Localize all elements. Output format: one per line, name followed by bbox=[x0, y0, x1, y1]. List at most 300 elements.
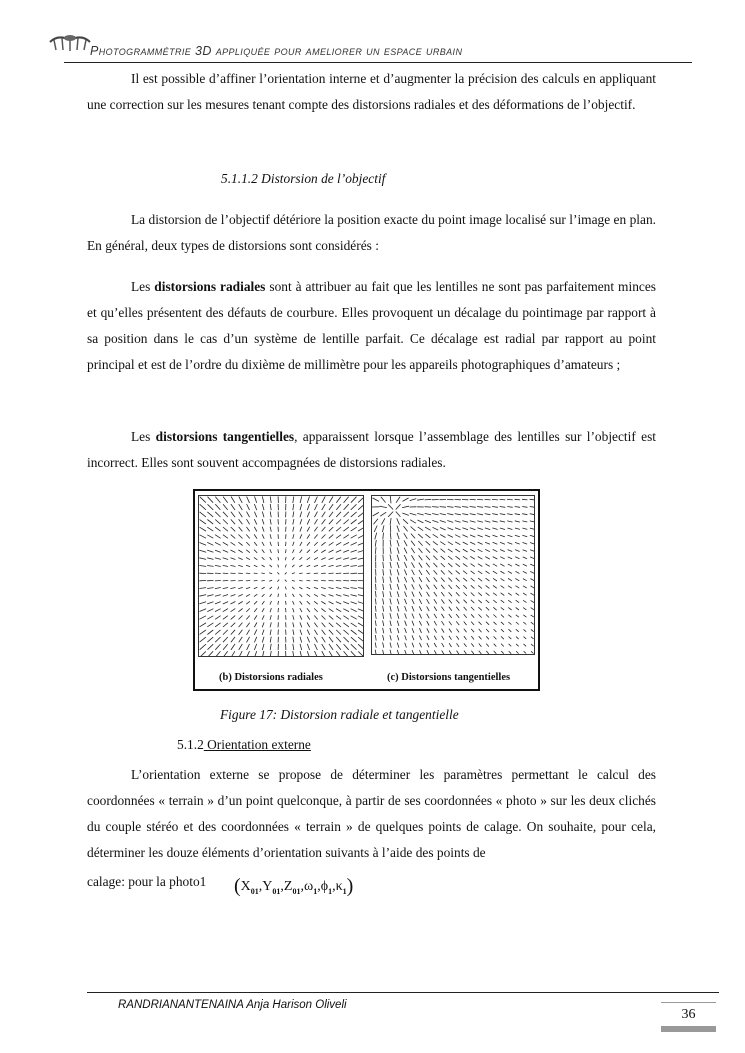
distortion-vector bbox=[246, 587, 250, 588]
formula-phi-sub: 1 bbox=[328, 886, 333, 896]
distortion-vector bbox=[254, 550, 257, 553]
distortion-vector bbox=[507, 499, 513, 500]
distortion-vector bbox=[215, 637, 220, 642]
distortion-vector bbox=[390, 650, 391, 655]
distortion-vector bbox=[215, 512, 220, 517]
distortion-vector bbox=[270, 630, 271, 635]
distortion-vector bbox=[199, 595, 206, 597]
distortion-vector bbox=[405, 628, 407, 633]
distortion-vector bbox=[351, 558, 357, 560]
distortion-vector bbox=[231, 651, 235, 657]
distortion-vector bbox=[215, 630, 220, 635]
distortion-vector bbox=[246, 535, 250, 539]
distortion-vector bbox=[440, 507, 446, 508]
distortion-vector bbox=[493, 571, 497, 574]
distortion-vector bbox=[441, 585, 444, 589]
distortion-vector bbox=[442, 636, 444, 640]
distortion-vector bbox=[432, 520, 438, 522]
distortion-vector bbox=[508, 535, 513, 537]
distortion-vector bbox=[215, 535, 221, 539]
distortion-vector bbox=[455, 507, 461, 508]
distortion-vector bbox=[300, 512, 302, 518]
distortion-vector bbox=[383, 628, 384, 634]
distortion-vector bbox=[515, 514, 520, 515]
distortion-vector bbox=[293, 622, 294, 627]
distortion-vector bbox=[530, 564, 534, 566]
distortion-vector bbox=[315, 497, 318, 503]
distortion-vector bbox=[383, 635, 384, 640]
radial-vector-field bbox=[199, 496, 364, 657]
radial-text: sont à attribuer au fait que les lentilles ne sont pas parfaitement minces et qu’elles présentent des défauts de courbure. Elles provoquent un décalage du pointimage par rapport à sa position dans le cas d’un système de lentille parfait. Ce décalage est radial par rapport au point principal et est de l’ordre du dixième de millimètre pour les appareils photographiques d’amateurs ; bbox=[87, 279, 656, 372]
distortion-vector bbox=[500, 571, 504, 574]
distortion-vector bbox=[397, 555, 399, 561]
distortion-vector bbox=[351, 637, 357, 642]
distortion-vector bbox=[238, 550, 242, 553]
distortion-vector bbox=[405, 592, 407, 597]
distortion-vector bbox=[336, 519, 341, 524]
distortion-vector bbox=[397, 643, 399, 648]
distortion-vector bbox=[254, 615, 257, 619]
distortion-vector bbox=[239, 512, 243, 517]
distortion-vector bbox=[329, 616, 334, 620]
distortion-vector bbox=[299, 565, 302, 567]
distortion-vector bbox=[492, 514, 498, 515]
distortion-vector bbox=[374, 519, 379, 525]
distortion-vector bbox=[486, 607, 489, 610]
distortion-vector bbox=[531, 651, 534, 653]
distortion-vector bbox=[246, 594, 250, 596]
distortion-vector bbox=[199, 602, 206, 604]
distortion-vector bbox=[300, 622, 302, 627]
distortion-vector bbox=[293, 504, 294, 510]
distortion-vector bbox=[530, 521, 535, 522]
distortion-vector bbox=[278, 549, 279, 553]
distortion-vector bbox=[463, 535, 468, 537]
distortion-vector bbox=[270, 519, 271, 524]
distortion-vector bbox=[200, 651, 206, 657]
distortion-vector bbox=[292, 573, 295, 574]
distortion-vector bbox=[397, 628, 399, 633]
distortion-vector bbox=[277, 580, 279, 582]
distortion-vector bbox=[270, 527, 271, 532]
distortion-vector bbox=[486, 622, 489, 625]
tangential-panel-label: (c) Distorsions tangentielles bbox=[387, 672, 511, 683]
distortion-vector bbox=[523, 622, 526, 624]
distortion-vector bbox=[449, 629, 452, 633]
distortion-vector bbox=[375, 620, 376, 626]
distortion-vector bbox=[447, 507, 453, 508]
distortion-vector bbox=[293, 630, 294, 635]
distortion-vector bbox=[522, 535, 527, 537]
distortion-vector bbox=[449, 600, 452, 604]
distortion-vector bbox=[375, 540, 376, 547]
distortion-vector bbox=[322, 497, 325, 503]
distortion-vector bbox=[314, 587, 318, 588]
distortion-vector bbox=[262, 512, 264, 518]
distortion-vector bbox=[462, 507, 468, 508]
distortion-vector bbox=[419, 584, 422, 589]
distortion-vector bbox=[329, 595, 334, 597]
distortion-vector bbox=[412, 614, 414, 619]
distortion-vector bbox=[307, 594, 310, 596]
distortion-vector bbox=[501, 578, 505, 581]
distortion-vector bbox=[375, 598, 376, 604]
distortion-vector bbox=[270, 565, 272, 567]
distortion-vector bbox=[278, 565, 279, 568]
distortion-vector bbox=[477, 507, 483, 508]
distortion-vector bbox=[314, 601, 318, 604]
distortion-vector bbox=[314, 608, 318, 612]
distortion-vector bbox=[478, 571, 482, 574]
distortion-vector bbox=[440, 535, 445, 538]
distortion-vector bbox=[516, 644, 519, 646]
distortion-vector bbox=[522, 499, 527, 500]
distortion-vector bbox=[215, 616, 221, 620]
distortion-vector bbox=[485, 542, 490, 544]
distortion-vector bbox=[321, 558, 325, 560]
distortion-vector bbox=[442, 629, 445, 633]
distortion-vector bbox=[464, 636, 467, 640]
distortion-vector bbox=[376, 584, 377, 590]
distortion-vector bbox=[262, 644, 264, 650]
distortion-vector bbox=[351, 644, 357, 650]
distortion-vector bbox=[477, 528, 482, 530]
tangential-prefix: Les bbox=[131, 429, 156, 444]
tangential-vector-field bbox=[372, 496, 535, 655]
distortion-vector bbox=[479, 622, 482, 625]
distortion-vector bbox=[419, 606, 422, 611]
distortion-vector bbox=[200, 616, 207, 619]
distortion-vector bbox=[427, 606, 430, 611]
distortion-vector bbox=[523, 608, 526, 610]
distortion-vector bbox=[262, 550, 265, 553]
distortion-vector bbox=[358, 543, 364, 546]
distortion-vector bbox=[314, 594, 318, 596]
distortion-vector bbox=[200, 512, 206, 517]
distortion-vector bbox=[344, 630, 349, 635]
distortion-vector bbox=[270, 601, 272, 605]
distortion-vector bbox=[278, 542, 279, 546]
page-header bbox=[42, 30, 692, 70]
distortion-vector bbox=[419, 621, 421, 626]
distortion-vector bbox=[478, 542, 483, 544]
distortion-vector bbox=[358, 609, 364, 612]
distortion-vector bbox=[419, 563, 422, 568]
distortion-vector bbox=[396, 512, 401, 517]
distortion-vector bbox=[207, 527, 213, 531]
distortion-vector bbox=[299, 587, 302, 589]
formula-z: Z bbox=[283, 879, 293, 894]
distortion-vector bbox=[215, 588, 221, 589]
distortion-vector bbox=[412, 562, 415, 567]
section-title: Orientation externe bbox=[203, 737, 311, 752]
distortion-vector bbox=[292, 580, 295, 581]
distortion-vector bbox=[478, 607, 481, 610]
distortion-vector bbox=[471, 578, 475, 581]
distortion-vector bbox=[307, 651, 309, 657]
distortion-vector bbox=[262, 594, 265, 597]
distortion-vector bbox=[215, 558, 221, 560]
distortion-vector bbox=[455, 521, 461, 523]
distortion-vector bbox=[358, 588, 364, 589]
distortion-vector bbox=[494, 651, 497, 654]
distortion-vector bbox=[343, 527, 349, 531]
distortion-vector bbox=[390, 518, 391, 525]
distortion-vector bbox=[293, 542, 294, 546]
distortion-vector bbox=[449, 651, 451, 655]
distortion-vector bbox=[486, 600, 490, 603]
distortion-vector bbox=[215, 542, 221, 545]
distortion-vector bbox=[412, 621, 414, 626]
distortion-vector bbox=[254, 519, 256, 524]
distortion-vector bbox=[207, 512, 213, 517]
distortion-vector bbox=[419, 555, 423, 560]
paragraph-intro: Il est possible d’affiner l’orientation interne et d’augmenter la précision des calculs en appliquant une correction sur les mesures tenant compte des distorsions radiales et des déformations de l’objectif. bbox=[87, 71, 656, 112]
distortion-vector bbox=[351, 616, 357, 619]
distortion-vector bbox=[447, 514, 453, 515]
distortion-vector bbox=[200, 637, 206, 642]
distortion-vector bbox=[262, 630, 264, 635]
distortion-vector bbox=[440, 528, 446, 531]
page-number-bar bbox=[661, 1026, 716, 1032]
distortion-vector bbox=[322, 535, 326, 539]
distortion-vector bbox=[223, 527, 228, 531]
distortion-vector bbox=[383, 642, 384, 647]
distortion-vector bbox=[315, 651, 318, 657]
distortion-vector bbox=[307, 573, 311, 574]
distortion-vector bbox=[485, 535, 490, 537]
distortion-vector bbox=[358, 595, 364, 597]
distortion-vector bbox=[299, 580, 302, 581]
distortion-vector bbox=[479, 644, 482, 647]
distortion-vector bbox=[508, 571, 512, 573]
distortion-vector bbox=[254, 637, 256, 643]
distortion-vector bbox=[397, 621, 399, 626]
distortion-vector bbox=[531, 593, 535, 595]
distortion-vector bbox=[254, 573, 258, 574]
distortion-vector bbox=[374, 526, 377, 533]
distortion-vector bbox=[397, 548, 399, 554]
distortion-vector bbox=[432, 514, 438, 515]
distortion-vector bbox=[223, 630, 228, 635]
distortion-vector bbox=[478, 549, 483, 552]
distortion-vector bbox=[463, 592, 467, 596]
distortion-vector bbox=[375, 591, 376, 597]
distortion-vector bbox=[300, 651, 302, 657]
distortion-vector bbox=[314, 565, 318, 566]
distortion-vector bbox=[336, 497, 341, 503]
distortion-vector bbox=[215, 520, 220, 525]
distortion-vector bbox=[262, 496, 264, 503]
distortion-vector bbox=[351, 588, 357, 589]
distortion-vector bbox=[351, 550, 357, 552]
distortion-vector bbox=[426, 563, 430, 568]
distortion-vector bbox=[501, 629, 504, 632]
distortion-vector bbox=[286, 542, 287, 546]
distortion-vector bbox=[390, 584, 391, 590]
distortion-vector bbox=[208, 504, 214, 510]
distortion-vector bbox=[456, 607, 459, 611]
distortion-vector bbox=[322, 512, 326, 517]
distortion-vector bbox=[515, 521, 520, 522]
distortion-vector bbox=[456, 571, 460, 575]
distortion-vector bbox=[321, 609, 325, 612]
distortion-vector bbox=[307, 608, 310, 612]
distortion-vector bbox=[425, 520, 431, 523]
distortion-vector bbox=[223, 512, 228, 517]
distortion-vector bbox=[358, 497, 364, 503]
distortion-vector bbox=[358, 602, 364, 604]
distortion-vector bbox=[455, 514, 461, 515]
distortion-vector bbox=[396, 504, 401, 509]
tangential-distortion-panel bbox=[371, 495, 535, 655]
distortion-vector bbox=[238, 594, 242, 596]
distortion-vector bbox=[292, 557, 294, 560]
distortion-vector bbox=[307, 519, 310, 524]
distortion-vector bbox=[207, 520, 213, 525]
distortion-vector bbox=[449, 636, 452, 640]
distortion-vector bbox=[434, 599, 437, 604]
distortion-vector bbox=[433, 563, 437, 567]
distortion-vector bbox=[501, 593, 505, 596]
distortion-vector bbox=[343, 602, 349, 604]
distortion-vector bbox=[433, 549, 438, 553]
distortion-vector bbox=[262, 622, 264, 627]
distortion-vector bbox=[441, 556, 445, 560]
distortion-vector bbox=[419, 592, 422, 597]
distortion-vector bbox=[396, 497, 400, 503]
distortion-vector bbox=[270, 549, 272, 553]
distortion-vector bbox=[478, 535, 483, 537]
distortion-vector bbox=[262, 601, 265, 604]
distortion-vector bbox=[397, 518, 400, 524]
distortion-vector bbox=[246, 623, 249, 628]
distortion-vector bbox=[199, 558, 206, 560]
distortion-vector bbox=[418, 520, 424, 523]
distortion-vector bbox=[397, 591, 399, 597]
distortion-vector bbox=[478, 600, 481, 603]
distortion-vector bbox=[449, 585, 453, 589]
distortion-vector bbox=[410, 499, 417, 501]
radial-distortion-panel bbox=[198, 495, 364, 657]
distortion-vector bbox=[485, 514, 491, 515]
distortion-vector bbox=[500, 535, 505, 537]
distortion-vector bbox=[419, 548, 423, 553]
distortion-vector bbox=[207, 630, 213, 635]
distortion-vector bbox=[314, 630, 317, 635]
distortion-vector bbox=[471, 643, 474, 646]
distortion-vector bbox=[247, 512, 250, 518]
distortion-vector bbox=[383, 613, 384, 619]
distortion-vector bbox=[508, 600, 511, 603]
distortion-vector bbox=[247, 637, 250, 643]
distortion-vector bbox=[314, 527, 317, 532]
distortion-vector bbox=[270, 608, 271, 612]
distortion-vector bbox=[523, 629, 526, 631]
distortion-vector bbox=[207, 566, 213, 567]
distortion-vector bbox=[531, 600, 534, 602]
distortion-vector bbox=[270, 504, 271, 510]
distortion-vector bbox=[515, 535, 520, 537]
distortion-vector bbox=[390, 613, 391, 619]
distortion-vector bbox=[351, 497, 357, 503]
distortion-vector bbox=[390, 496, 391, 503]
distortion-vector bbox=[412, 599, 414, 604]
distortion-vector bbox=[500, 514, 506, 515]
distortion-vector bbox=[293, 615, 294, 620]
distortion-vector bbox=[477, 499, 483, 500]
tangential-text: , apparaissent lorsque l’assemblage des lentilles sur l’objectif est incorrect. Elles sont souvent accompagnées de distorsions radiales. bbox=[87, 429, 657, 470]
distortion-vector bbox=[492, 521, 497, 522]
distortion-vector bbox=[464, 643, 467, 646]
distortion-vector bbox=[390, 599, 391, 605]
distortion-vector bbox=[231, 542, 236, 545]
distortion-vector bbox=[427, 621, 429, 626]
distortion-vector bbox=[516, 600, 519, 603]
distortion-vector bbox=[412, 570, 415, 575]
distortion-vector bbox=[329, 651, 333, 657]
distortion-vector bbox=[238, 587, 243, 588]
distortion-vector bbox=[404, 562, 407, 568]
distortion-vector bbox=[531, 586, 535, 588]
distortion-vector bbox=[524, 651, 527, 653]
distortion-vector bbox=[336, 535, 341, 539]
distortion-vector bbox=[425, 527, 431, 530]
distortion-vector bbox=[322, 651, 325, 657]
distortion-vector bbox=[523, 564, 527, 566]
distortion-vector bbox=[307, 557, 310, 559]
distortion-vector bbox=[425, 534, 430, 538]
distortion-vector bbox=[530, 535, 535, 536]
distortion-vector bbox=[426, 548, 430, 552]
distortion-vector bbox=[200, 609, 207, 612]
distortion-vector bbox=[285, 587, 286, 590]
distortion-vector bbox=[307, 542, 310, 546]
distortion-vector bbox=[412, 650, 414, 655]
distortion-vector bbox=[239, 616, 243, 620]
distortion-vector bbox=[200, 504, 206, 510]
distortion-vector bbox=[427, 599, 430, 604]
distortion-vector bbox=[285, 572, 287, 574]
distortion-vector bbox=[344, 651, 349, 657]
distortion-vector bbox=[433, 527, 439, 530]
distortion-vector bbox=[215, 623, 221, 627]
distortion-vector bbox=[285, 580, 287, 582]
distortion-vector bbox=[456, 621, 459, 625]
distortion-vector bbox=[322, 504, 326, 510]
distortion-vector bbox=[524, 637, 527, 639]
distortion-vector bbox=[269, 580, 272, 581]
distortion-vector bbox=[358, 651, 364, 657]
distortion-vector bbox=[358, 550, 364, 552]
distortion-vector bbox=[343, 565, 349, 566]
distortion-vector bbox=[239, 630, 243, 635]
distortion-vector bbox=[207, 588, 213, 589]
distortion-vector bbox=[293, 644, 294, 650]
distortion-vector bbox=[322, 637, 326, 642]
distortion-vector bbox=[200, 527, 206, 531]
distortion-vector bbox=[530, 557, 534, 559]
distortion-vector bbox=[471, 600, 474, 603]
tangential-term: distorsions tangentielles bbox=[155, 429, 295, 444]
distortion-vector bbox=[507, 514, 512, 515]
distortion-vector bbox=[380, 512, 386, 516]
distortion-vector bbox=[231, 512, 235, 517]
distortion-vector bbox=[523, 593, 527, 595]
distortion-vector bbox=[530, 499, 535, 500]
distortion-vector bbox=[358, 630, 364, 634]
distortion-vector bbox=[493, 578, 497, 581]
